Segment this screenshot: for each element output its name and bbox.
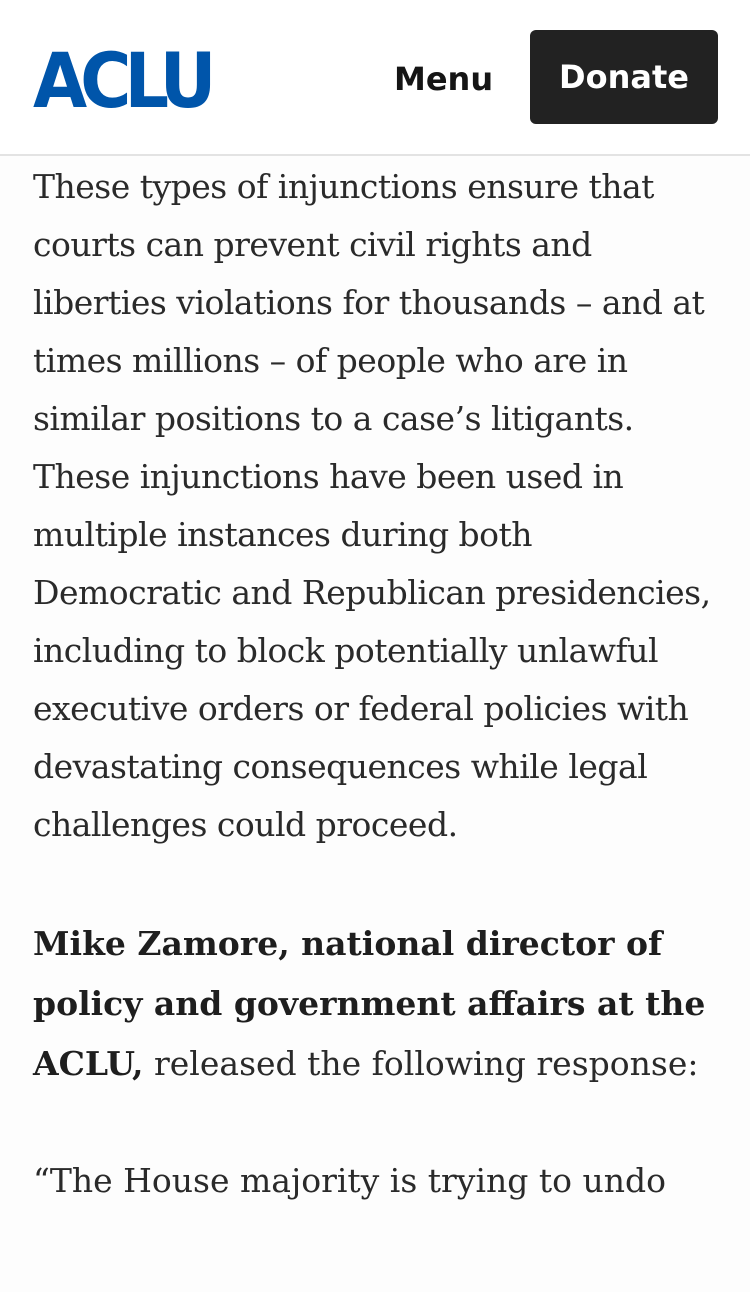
aclu-logo[interactable]: ACLU xyxy=(33,36,210,126)
site-header xyxy=(0,0,750,156)
article-paragraph-quote-intro xyxy=(33,914,723,1094)
donate-button[interactable]: Donate xyxy=(530,30,718,124)
menu-button[interactable]: Menu xyxy=(394,60,494,98)
speaker-name: Mike Zamore, national director of policy and government affairs at the ACLU, xyxy=(33,924,706,1083)
article-body xyxy=(33,158,723,1210)
speaker-intro-text: released the following response: xyxy=(143,1044,699,1083)
article-paragraph: These types of injunctions ensure that courts can prevent civil rights and liberties violations for thousands – and at times millions – of people who are in similar positions to a case’s litigants. These injunctions have been used in multiple instances during both Democratic and Republican presidencies, including to block potentially unlawful executive orders or federal policies with devastating consequences while legal challenges could proceed. xyxy=(33,167,711,844)
article-paragraph-quote: “The House majority is trying to undo xyxy=(33,1161,666,1200)
